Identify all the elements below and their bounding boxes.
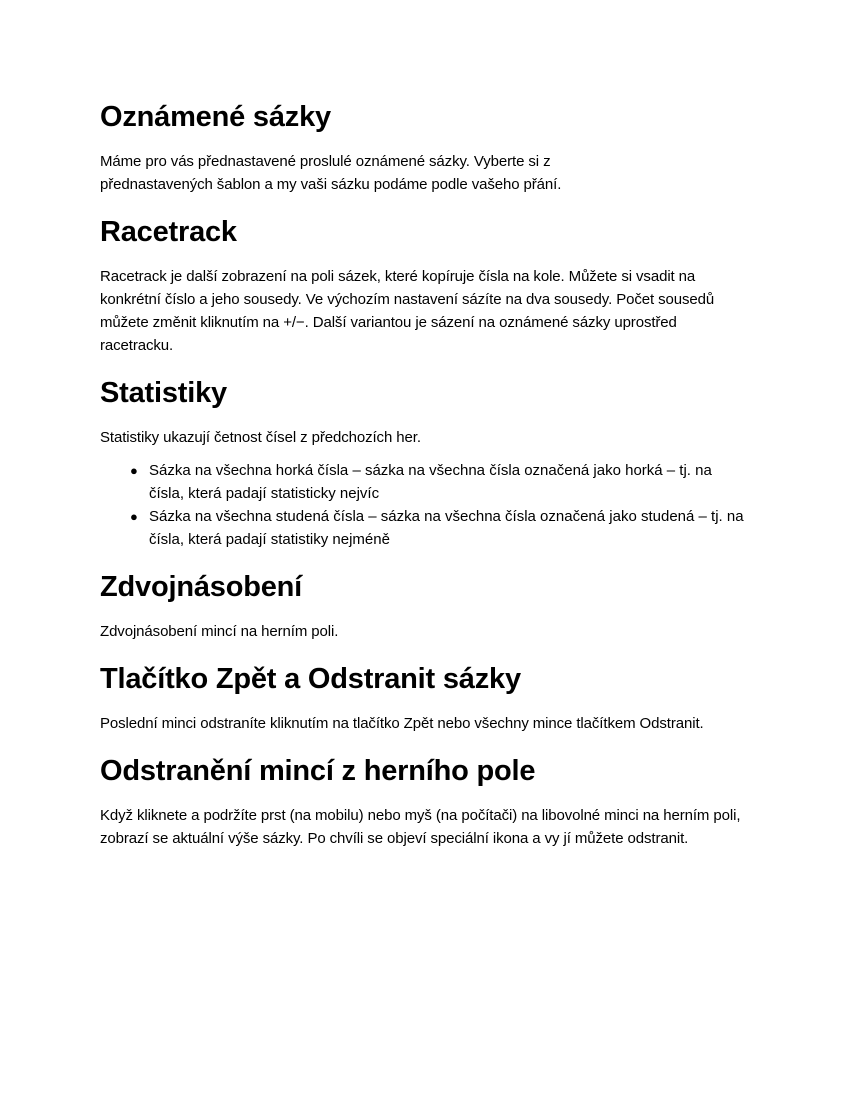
bullet-icon: ● xyxy=(130,509,138,524)
bullet-icon: ● xyxy=(130,463,138,478)
paragraph-odstraneni-minci: Když kliknete a podržíte prst (na mobilu) nebo myš (na počítači) na libovolné minci na herním poli, zobrazí se aktuální výše sázky. Po chvíli se objeví speciální ikona a vy jí můžete odstranit. xyxy=(100,807,741,847)
heading-zdvojnasobeni: Zdvojnásobení xyxy=(100,571,303,603)
heading-oznamene-sazky: Oznámené sázky xyxy=(100,101,331,133)
heading-racetrack: Racetrack xyxy=(100,216,237,248)
section-tlacitko-zpet xyxy=(100,662,750,735)
statistiky-bullet-list xyxy=(100,459,750,551)
paragraph-racetrack: Racetrack je další zobrazení na poli sázek, které kopíruje čísla na kole. Můžete si vsadit na konkrétní číslo a jeho sousedy. Ve výchozím nastavení sázíte na dva sousedy. Počet sousedů můžete změnit kliknutím na +/−. Další variantou je sázení na oznámené sázky uprostřed racetracku. xyxy=(100,268,715,354)
list-item-text: Sázka na všechna studená čísla – sázka na všechna čísla označená jako studená – tj. na čísla, která padají statistiky nejméně xyxy=(149,508,744,548)
heading-odstraneni-minci: Odstranění mincí z herního pole xyxy=(100,755,536,787)
section-statistiky xyxy=(100,376,750,551)
list-item-text: Sázka na všechna horká čísla – sázka na všechna čísla označená jako horká – tj. na čísla, která padají statisticky nejvíc xyxy=(149,462,712,502)
heading-statistiky: Statistiky xyxy=(100,377,227,409)
heading-tlacitko-zpet: Tlačítko Zpět a Odstranit sázky xyxy=(100,663,521,695)
paragraph-oznamene-sazky: Máme pro vás přednastavené proslulé oznámené sázky. Vyberte si z přednastavených šablon a my vaši sázku podáme podle vašeho přání. xyxy=(100,153,562,193)
paragraph-statistiky: Statistiky ukazují četnost čísel z předchozích her. xyxy=(100,429,421,446)
paragraph-tlacitko-zpet: Poslední minci odstraníte kliknutím na tlačítko Zpět nebo všechny mince tlačítkem Odstranit. xyxy=(100,715,704,732)
section-racetrack xyxy=(100,215,750,357)
section-oznamene-sazky xyxy=(100,100,750,196)
section-odstraneni-minci xyxy=(100,754,750,850)
paragraph-zdvojnasobeni: Zdvojnásobení mincí na herním poli. xyxy=(100,623,339,640)
list-item xyxy=(130,459,749,505)
section-zdvojnasobeni xyxy=(100,570,750,643)
list-item xyxy=(130,505,749,551)
